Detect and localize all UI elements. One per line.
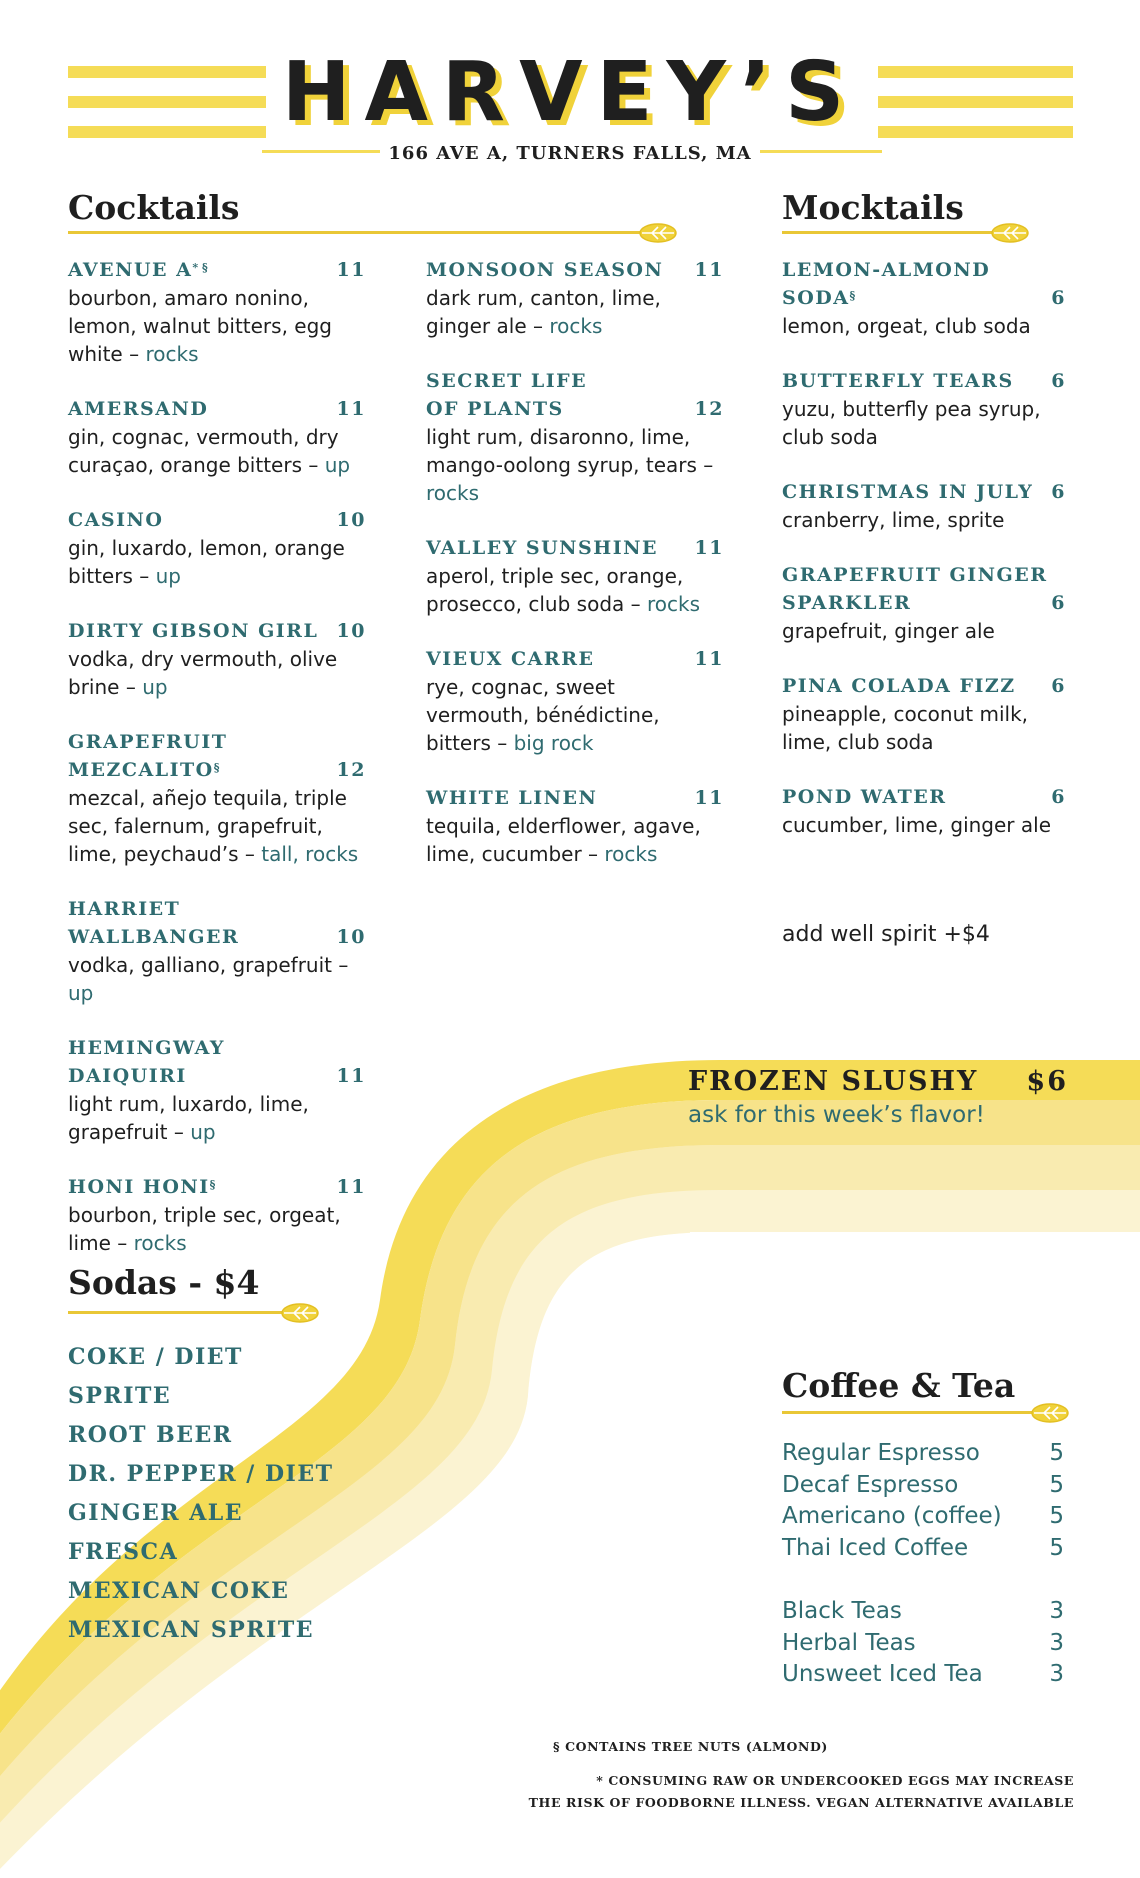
- sodas-rule: [68, 1311, 286, 1314]
- coffee-tea-price: 5: [1049, 1471, 1064, 1498]
- menu-item-description: bourbon, triple sec, orgeat, lime – rocks: [68, 1203, 341, 1255]
- menu-item-price: 12: [336, 759, 366, 781]
- coffee-tea-name: Americano (coffee): [782, 1503, 1002, 1529]
- menu-item-ingredients: bourbon, amaro nonino, lemon, walnut bitters, egg white: [68, 286, 332, 366]
- allergen-mark: §: [209, 1178, 216, 1191]
- menu-item-serve-style: up: [324, 453, 351, 477]
- menu-item-ingredients: aperol, triple sec, orange, prosecco, club soda: [426, 564, 684, 616]
- menu-item-ingredients: lemon, orgeat, club soda: [782, 314, 1031, 338]
- menu-item-price: 11: [336, 398, 366, 420]
- menu-item-price: 11: [694, 259, 724, 281]
- menu-item: [426, 367, 724, 507]
- menu-item-name: HEMINGWAY: [68, 1037, 225, 1059]
- menu-item-name: HARRIET: [68, 898, 181, 920]
- menu-item: [782, 783, 1066, 839]
- coffee-tea-row: [782, 1470, 1064, 1502]
- menu-item-price: 11: [694, 537, 724, 559]
- menu-item-price: 10: [336, 509, 366, 531]
- menu-item-price: 6: [1051, 592, 1066, 614]
- menu-item-heading: [782, 561, 1066, 617]
- coffee-tea-name: Decaf Espresso: [782, 1471, 959, 1498]
- menu-item-ingredients: rye, cognac, sweet vermouth, bénédictine, bitters: [426, 675, 660, 755]
- coffee-list: [782, 1438, 1064, 1564]
- coffee-tea-price: 5: [1049, 1534, 1064, 1561]
- menu-item-price: 10: [336, 620, 366, 642]
- menu-item-name: DAIQUIRI: [68, 1065, 187, 1087]
- menu-item-heading: [68, 256, 366, 284]
- nuts-note: § CONTAINS TREE NUTS (ALMOND): [553, 1739, 828, 1754]
- menu-item-description: dark rum, canton, lime, ginger ale – rocks: [426, 286, 661, 338]
- menu-item-price: 11: [336, 259, 366, 281]
- menu-item-ingredients: vodka, dry vermouth, olive brine: [68, 647, 338, 699]
- soda-item: ROOT BEER: [68, 1422, 233, 1448]
- menu-item-name: WALLBANGER: [68, 926, 240, 948]
- menu-item-serve-style: rocks: [549, 314, 603, 338]
- slushy-price: $6: [1026, 1066, 1068, 1097]
- menu-item-name: WHITE LINEN: [426, 787, 598, 809]
- menu-item-name: SECRET LIFE: [426, 370, 588, 392]
- coffee-tea-price: 5: [1049, 1440, 1064, 1466]
- menu-item-description: [782, 700, 1066, 756]
- coffee-tea-name: Unsweet Iced Tea: [782, 1661, 983, 1687]
- menu-item-description: rye, cognac, sweet vermouth, bénédictine, bitters – big rock: [426, 675, 660, 755]
- sodas-title: Sodas - $4: [68, 1263, 260, 1302]
- menu-item: [68, 256, 366, 368]
- menu-item-description: [782, 395, 1066, 451]
- menu-item-ingredients: bourbon, triple sec, orgeat, lime: [68, 1203, 341, 1255]
- menu-item-ingredients: yuzu, butterfly pea syrup, club soda: [782, 397, 1041, 449]
- eggs-note-line1: * CONSUMING RAW OR UNDERCOOKED EGGS MAY INCREASE: [596, 1773, 1074, 1788]
- menu-item-serve-style: rocks: [145, 342, 199, 366]
- menu-item-name: GRAPEFRUIT GINGER: [782, 564, 1048, 586]
- slushy-subtitle: ask for this week’s flavor!: [688, 1102, 985, 1128]
- menu-item: [426, 645, 724, 757]
- menu-item-heading: [426, 256, 724, 284]
- menu-item: [426, 784, 724, 868]
- menu-item-price: 6: [1051, 370, 1066, 392]
- leaf-icon: [990, 222, 1030, 244]
- menu-item-price: 6: [1051, 786, 1066, 808]
- coffee-title: Coffee & Tea: [782, 1366, 1016, 1405]
- menu-item-serve-style: up: [155, 564, 181, 588]
- menu-item: [782, 478, 1066, 534]
- menu-item-name: AVENUE A* §: [68, 259, 208, 281]
- menu-item-ingredients: tequila, elderflower, agave, lime, cucumber: [426, 814, 701, 866]
- menu-item: [782, 672, 1066, 756]
- cocktails-column-1: [68, 256, 366, 1284]
- menu-item-heading: [426, 784, 724, 812]
- menu-item-price: 11: [694, 787, 724, 809]
- menu-item-heading: [782, 672, 1066, 700]
- menu-item-description: [782, 617, 1066, 645]
- menu-item-description: tequila, elderflower, agave, lime, cucumber – rocks: [426, 814, 701, 866]
- coffee-tea-price: 5: [1049, 1503, 1064, 1529]
- menu-item-name: CASINO: [68, 509, 164, 531]
- coffee-tea-row: [782, 1533, 1064, 1565]
- menu-item: [68, 895, 366, 1007]
- soda-item: MEXICAN SPRITE: [68, 1617, 314, 1643]
- menu-item-ingredients: vodka, galliano, grapefruit: [68, 953, 332, 977]
- coffee-tea-row: [782, 1628, 1064, 1660]
- menu-item-heading: [782, 783, 1066, 811]
- soda-item: MEXICAN COKE: [68, 1578, 290, 1604]
- menu-item-description: light rum, disaronno, lime, mango-oolong syrup, tears – rocks: [426, 425, 714, 505]
- menu-item-serve-style: up: [190, 1120, 216, 1144]
- coffee-tea-name: Regular Espresso: [782, 1440, 980, 1466]
- menu-item-description: [782, 312, 1066, 340]
- mocktails-title: Mocktails: [782, 188, 964, 227]
- menu-item-description: aperol, triple sec, orange, prosecco, club soda – rocks: [426, 564, 701, 616]
- menu-item-heading: [782, 256, 1066, 312]
- allergen-mark: * §: [192, 261, 208, 274]
- menu-item-price: 11: [694, 648, 724, 670]
- allergen-mark: §: [213, 761, 220, 774]
- menu-item-heading: [782, 478, 1066, 506]
- menu-item-price: 10: [336, 926, 366, 948]
- cocktails-title: Cocktails: [68, 188, 240, 227]
- menu-item-name: MONSOON SEASON: [426, 259, 664, 281]
- leaf-icon: [1030, 1402, 1070, 1424]
- menu-item-serve-style: tall, rocks: [261, 842, 359, 866]
- cocktails-rule: [68, 231, 644, 234]
- menu-item-description: light rum, luxardo, lime, grapefruit – up: [68, 1092, 309, 1144]
- menu-item-ingredients: light rum, luxardo, lime, grapefruit: [68, 1092, 309, 1144]
- coffee-tea-row: [782, 1438, 1064, 1470]
- slushy-name: FROZEN SLUSHY: [688, 1066, 979, 1097]
- menu-item-serve-style: up: [68, 981, 94, 1005]
- menu-item: [68, 728, 366, 868]
- menu-item-ingredients: dark rum, canton, lime, ginger ale: [426, 286, 661, 338]
- coffee-tea-name: Herbal Teas: [782, 1629, 916, 1656]
- menu-item-description: [782, 506, 1066, 534]
- menu-item: [782, 561, 1066, 645]
- menu-item-serve-style: rocks: [133, 1231, 187, 1255]
- soda-item: DR. PEPPER / DIET: [68, 1461, 334, 1487]
- menu-item-description: [782, 811, 1066, 839]
- menu-item-description: vodka, dry vermouth, olive brine – up: [68, 647, 338, 699]
- menu-item-serve-style: rocks: [647, 592, 701, 616]
- eggs-note-line2: THE RISK OF FOODBORNE ILLNESS. VEGAN ALTERNATIVE AVAILABLE: [528, 1795, 1074, 1810]
- menu-item: [68, 1034, 366, 1146]
- menu-item-name: BUTTERFLY TEARS: [782, 370, 1014, 392]
- menu-item-serve-style: rocks: [604, 842, 658, 866]
- menu-item-price: 11: [336, 1065, 366, 1087]
- menu-item-price: 6: [1051, 481, 1066, 503]
- menu-item-ingredients: gin, luxardo, lemon, orange bitters: [68, 536, 345, 588]
- menu-item-name: DIRTY GIBSON GIRL: [68, 620, 319, 642]
- menu-item-ingredients: grapefruit, ginger ale: [782, 619, 995, 643]
- address: 166 AVE A, TURNERS FALLS, MA: [0, 143, 1140, 164]
- soda-item: SPRITE: [68, 1383, 172, 1409]
- coffee-tea-row: [782, 1659, 1064, 1691]
- menu-item: [68, 1173, 366, 1257]
- allergen-mark: §: [849, 289, 856, 302]
- menu-item: [68, 506, 366, 590]
- tea-list: [782, 1596, 1064, 1691]
- menu-item-description: vodka, galliano, grapefruit – up: [68, 953, 349, 1005]
- menu-item-description: mezcal, añejo tequila, triple sec, falernum, grapefruit, lime, peychaud’s – tall, rocks: [68, 786, 359, 866]
- menu-item: [426, 534, 724, 618]
- menu-item-name: VALLEY SUNSHINE: [426, 537, 658, 559]
- menu-item-heading: [68, 728, 366, 784]
- menu-item-description: gin, cognac, vermouth, dry curaçao, orange bitters – up: [68, 425, 351, 477]
- soda-item: COKE / DIET: [68, 1344, 243, 1370]
- menu-item-name: AMERSAND: [68, 398, 209, 420]
- menu-item-name: PINA COLADA FIZZ: [782, 675, 1016, 697]
- menu-item-name: SPARKLER: [782, 592, 912, 614]
- menu-item-heading: [68, 895, 366, 951]
- menu-item-price: 11: [336, 1176, 366, 1198]
- sodas-list: [68, 1338, 368, 1650]
- soda-item: GINGER ALE: [68, 1500, 243, 1526]
- menu-item-ingredients: gin, cognac, vermouth, dry curaçao, orange bitters: [68, 425, 339, 477]
- logo-harveys: HARVEY’S: [281, 45, 859, 140]
- menu-item-name: LEMON-ALMOND: [782, 259, 991, 281]
- menu-item-description: bourbon, amaro nonino, lemon, walnut bitters, egg white – rocks: [68, 286, 332, 366]
- menu-item-name: MEZCALITO§: [68, 759, 220, 781]
- soda-item: FRESCA: [68, 1539, 179, 1565]
- menu-item-heading: [426, 645, 724, 673]
- menu-item: [68, 395, 366, 479]
- menu-item-heading: [426, 534, 724, 562]
- menu-item-heading: [426, 367, 724, 423]
- menu-item-name: POND WATER: [782, 786, 947, 808]
- menu-item-heading: [68, 1034, 366, 1090]
- menu-item-heading: [68, 506, 366, 534]
- slushy-title: [688, 1066, 1068, 1097]
- menu-item-heading: [68, 395, 366, 423]
- leaf-icon: [638, 222, 678, 244]
- menu-item-name: CHRISTMAS IN JULY: [782, 481, 1034, 503]
- coffee-tea-row: [782, 1596, 1064, 1628]
- menu-item-description: gin, luxardo, lemon, orange bitters – up: [68, 536, 345, 588]
- menu-item-ingredients: cranberry, lime, sprite: [782, 508, 1005, 532]
- menu-item: [426, 256, 724, 340]
- menu-item-ingredients: light rum, disaronno, lime, mango-oolong syrup, tears: [426, 425, 697, 477]
- leaf-icon: [280, 1302, 320, 1324]
- coffee-tea-name: Thai Iced Coffee: [782, 1534, 969, 1561]
- menu-item-price: 6: [1051, 675, 1066, 697]
- mocktail-addon: add well spirit +$4: [782, 922, 990, 947]
- mocktails-column: [782, 256, 1066, 866]
- menu-item: [68, 617, 366, 701]
- menu-item-serve-style: up: [142, 675, 168, 699]
- cocktails-column-2: [426, 256, 724, 895]
- menu-item-price: 6: [1051, 287, 1066, 309]
- coffee-tea-row: [782, 1501, 1064, 1533]
- menu-item-ingredients: mezcal, añejo tequila, triple sec, falernum, grapefruit, lime, peychaud’s: [68, 786, 347, 866]
- menu-item-heading: [68, 617, 366, 645]
- menu-item-serve-style: rocks: [426, 481, 480, 505]
- menu-item-heading: [782, 367, 1066, 395]
- coffee-tea-price: 3: [1049, 1661, 1064, 1687]
- coffee-tea-price: 3: [1049, 1598, 1064, 1624]
- menu-item-name: SODA§: [782, 287, 856, 309]
- menu-item: [782, 256, 1066, 340]
- menu-item-ingredients: pineapple, coconut milk, lime, club soda: [782, 702, 1029, 754]
- menu-item-serve-style: big rock: [513, 731, 594, 755]
- menu-item-price: 12: [694, 398, 724, 420]
- coffee-tea-name: Black Teas: [782, 1598, 902, 1624]
- menu-item-name: GRAPEFRUIT: [68, 731, 228, 753]
- mocktails-rule: [782, 231, 996, 234]
- menu-item-heading: [68, 1173, 366, 1201]
- coffee-rule: [782, 1411, 1036, 1414]
- menu-item-name: VIEUX CARRE: [426, 648, 595, 670]
- menu-item-name: OF PLANTS: [426, 398, 564, 420]
- menu-item: [782, 367, 1066, 451]
- menu-item-ingredients: cucumber, lime, ginger ale: [782, 813, 1052, 837]
- menu-item-name: HONI HONI§: [68, 1176, 216, 1198]
- coffee-tea-price: 3: [1049, 1629, 1064, 1656]
